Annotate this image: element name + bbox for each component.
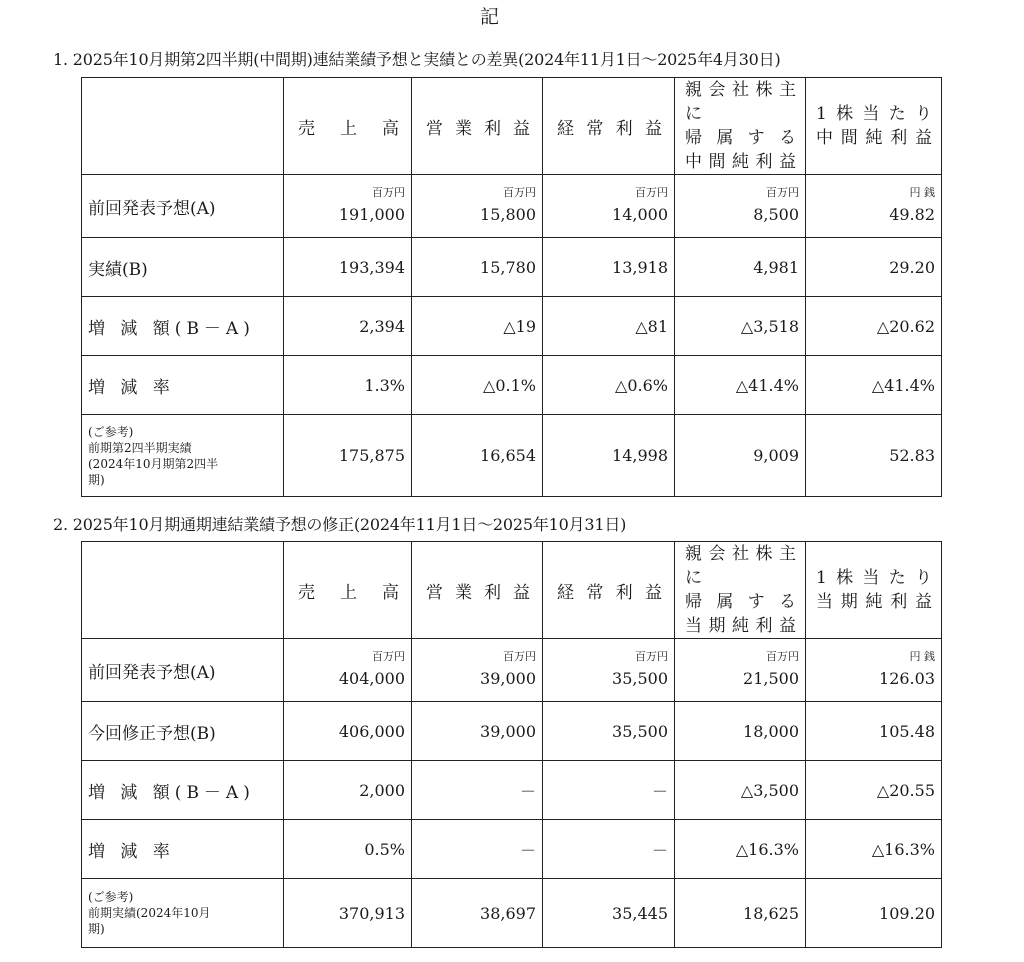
table-row-reference	[82, 879, 942, 948]
table-row-reference	[82, 415, 942, 497]
cell-value: －	[412, 820, 543, 879]
header-net-line: 親会社株主に	[685, 80, 799, 124]
cell-value: 4,981	[675, 238, 806, 297]
header-eps	[806, 542, 942, 639]
cell-value: 16,654	[412, 415, 543, 497]
cell-value: △16.3%	[806, 820, 942, 879]
cell-value: 39,000	[412, 702, 543, 761]
cell-value: 39,000	[480, 669, 536, 688]
cell-value: 1.3%	[284, 356, 412, 415]
header-sales: 売上高	[284, 78, 412, 175]
header-net-income	[675, 78, 806, 175]
ki-heading: 記	[480, 6, 500, 28]
cell-value: 2,000	[284, 761, 412, 820]
cell-value: 49.82	[889, 205, 935, 224]
value-cell	[284, 639, 412, 702]
cell-value: △3,500	[675, 761, 806, 820]
reference-label-line: (ご参考)	[88, 424, 134, 439]
header-ordinary-profit: 経常利益	[543, 78, 675, 175]
cell-value: △81	[543, 297, 675, 356]
table-row	[82, 820, 942, 879]
table-row	[82, 297, 942, 356]
cell-value: △41.4%	[806, 356, 942, 415]
cell-value: △0.1%	[412, 356, 543, 415]
reference-label	[82, 415, 284, 497]
row-label: 今回修正予想(B)	[82, 702, 284, 761]
row-label: 増 減 率	[82, 820, 284, 879]
table-row	[82, 639, 942, 702]
value-cell	[284, 175, 412, 238]
header-net-line: 親会社株主に	[685, 544, 799, 588]
header-eps	[806, 78, 942, 175]
reference-label-line: (ご参考)	[88, 890, 134, 904]
unit-label: 百万円	[766, 650, 799, 663]
table-header-row	[82, 542, 942, 639]
table-row	[82, 238, 942, 297]
cell-value: －	[543, 820, 675, 879]
reference-label-line: 前期第2四半期実績	[88, 440, 192, 455]
cell-value: －	[412, 761, 543, 820]
table-row	[82, 761, 942, 820]
reference-label-line: 期)	[88, 472, 105, 487]
cell-value: △20.62	[806, 297, 942, 356]
section2-heading: 2. 2025年10月期通期連結業績予想の修正(2024年11月1日～2025年10月31日)	[53, 515, 627, 534]
header-operating-profit: 営業利益	[412, 78, 543, 175]
header-net-line: 帰属する	[685, 128, 799, 148]
header-ordinary-profit: 経常利益	[543, 542, 675, 639]
cell-value: 2,394	[284, 297, 412, 356]
section1-table	[81, 77, 942, 497]
cell-value: △16.3%	[675, 820, 806, 879]
unit-label: 百万円	[503, 650, 536, 663]
header-operating-profit: 営業利益	[412, 542, 543, 639]
value-cell	[806, 639, 942, 702]
cell-value: 9,009	[675, 415, 806, 497]
table-row	[82, 356, 942, 415]
header-net-line: 帰属する	[685, 592, 799, 612]
cell-value: 191,000	[338, 205, 405, 224]
cell-value: 109.20	[806, 879, 942, 948]
cell-value: 14,998	[543, 415, 675, 497]
header-blank-cell	[82, 78, 284, 175]
value-cell	[806, 175, 942, 238]
unit-label: 百万円	[372, 186, 405, 199]
cell-value: △3,518	[675, 297, 806, 356]
cell-value: 193,394	[284, 238, 412, 297]
value-cell	[543, 175, 675, 238]
cell-value: －	[543, 761, 675, 820]
reference-label-line: 期)	[88, 922, 105, 936]
cell-value: 18,625	[675, 879, 806, 948]
unit-label: 百万円	[766, 186, 799, 199]
header-eps-line: 当期純利益	[816, 592, 935, 612]
cell-value: △41.4%	[675, 356, 806, 415]
row-label: 増 減 率	[82, 356, 284, 415]
cell-value: 13,918	[543, 238, 675, 297]
section1-heading: 1. 2025年10月期第2四半期(中間期)連結業績予想と実績との差異(2024年11月1日～2025年4月30日)	[53, 50, 781, 69]
header-net-line: 当期純利益	[685, 616, 799, 636]
unit-label: 百万円	[503, 186, 536, 199]
cell-value: 0.5%	[284, 820, 412, 879]
row-label: 増 減 額(B－A)	[82, 761, 284, 820]
row-label: 増 減 額(B－A)	[82, 297, 284, 356]
unit-label: 百万円	[635, 650, 668, 663]
header-eps-line: 1株当たり	[816, 104, 935, 124]
unit-label: 百万円	[635, 186, 668, 199]
header-blank-cell	[82, 542, 284, 639]
cell-value: 105.48	[806, 702, 942, 761]
cell-value: 126.03	[879, 669, 935, 688]
cell-value: 38,697	[412, 879, 543, 948]
value-cell	[543, 639, 675, 702]
cell-value: △20.55	[806, 761, 942, 820]
value-cell	[675, 175, 806, 238]
cell-value: △19	[412, 297, 543, 356]
cell-value: 370,913	[284, 879, 412, 948]
cell-value: 15,800	[480, 205, 536, 224]
unit-label: 円 銭	[909, 650, 935, 663]
cell-value: 21,500	[743, 669, 799, 688]
cell-value: 52.83	[806, 415, 942, 497]
reference-label	[82, 879, 284, 948]
reference-label-line: (2024年10月期第2四半	[88, 456, 219, 471]
cell-value: 15,780	[412, 238, 543, 297]
cell-value: 14,000	[612, 205, 668, 224]
cell-value: 8,500	[753, 205, 799, 224]
cell-value: 35,500	[612, 669, 668, 688]
unit-label: 百万円	[372, 650, 405, 663]
cell-value: 35,500	[543, 702, 675, 761]
header-eps-line: 中間純利益	[816, 128, 935, 148]
row-label: 実績(B)	[82, 238, 284, 297]
table-row	[82, 175, 942, 238]
value-cell	[412, 175, 543, 238]
table-row	[82, 702, 942, 761]
cell-value: 18,000	[675, 702, 806, 761]
value-cell	[412, 639, 543, 702]
header-sales: 売上高	[284, 542, 412, 639]
cell-value: 175,875	[284, 415, 412, 497]
cell-value: △0.6%	[543, 356, 675, 415]
row-label: 前回発表予想(A)	[82, 175, 284, 238]
header-net-income	[675, 542, 806, 639]
cell-value: 406,000	[284, 702, 412, 761]
row-label: 前回発表予想(A)	[82, 639, 284, 702]
cell-value: 29.20	[806, 238, 942, 297]
table-header-row	[82, 78, 942, 175]
section2-table	[81, 541, 942, 948]
cell-value: 35,445	[543, 879, 675, 948]
unit-label: 円 銭	[909, 186, 935, 199]
cell-value: 404,000	[338, 669, 405, 688]
header-eps-line: 1株当たり	[816, 568, 935, 588]
value-cell	[675, 639, 806, 702]
reference-label-line: 前期実績(2024年10月	[88, 906, 211, 920]
header-net-line: 中間純利益	[685, 152, 799, 172]
